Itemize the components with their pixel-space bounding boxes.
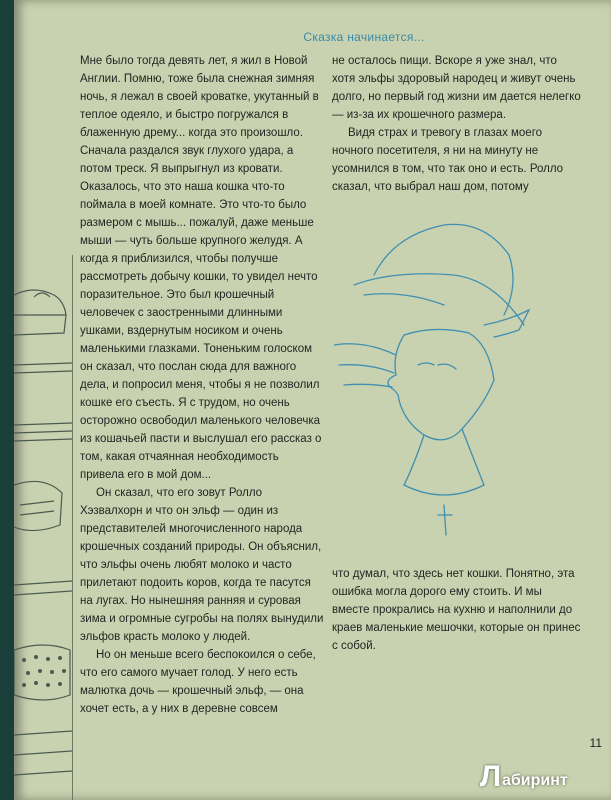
labirint-watermark [480,760,611,800]
kitchen-sketch-icon [14,255,72,800]
book-page [14,0,611,800]
elf-sketch-icon [334,215,564,545]
paragraph: не осталось пищи. Вскоре я уже знал, что хотя эльфы здоровый народец и живут очень долго, но первый год жизни им дается нелегко — из-за их крошечного размера. [332,55,581,121]
right-column-bottom [332,565,582,655]
elf-illustration [334,215,564,545]
paragraph: Он сказал, что его зовут Ролло Хэзвалхорн и что он эльф — один из представителей многочисленного народа крошечных созданий природы. Он объяснил, что эльфы очень любят молоко и часто прилетают подоить коров, когда те пасутся на лугах. Но нынешняя ранняя и суровая зима и огромные сугробы на полях вынудили эльфов красть молоко у людей. [80,487,324,643]
adjacent-page-sketch-strip [14,255,73,800]
right-column-top [332,52,582,196]
paragraph: Видя страх и тревогу в глазах моего ночного посетителя, я ни на минуту не усомнился в том, что так оно и есть. Ролло сказал, что выбрал наш дом, потому [332,127,564,193]
left-column [80,52,325,718]
paragraph: Но он меньше всего беспокоился о себе, что его самого мучает голод. У него есть малютка дочь — крошечный эльф, — она хочет есть, а у них в деревне совсем [80,649,316,715]
page-number: 11 [589,736,602,750]
running-header: Сказка начинается... [303,30,425,44]
paragraph: Мне было тогда девять лет, я жил в Новой Англии. Помню, тоже была снежная зимняя ночь, я лежал в своей кроватке, укутанный в теплое одеяло, и быстро погружался в блаженную дрему... когда это произошло. Сначала раздался звук глухого удара, а потом треск. Я выпрыгнул из кровати. Оказалось, что это наша кошка что-то поймала в моей комнате. Это что-то было размером с мышь... пожалуй, даже меньше мыши — чуть больше крупного желудя. А когда я приблизился, чтобы получше рассмотреть добычу кошки, то увидел нечто поразительное. Это был крошечный человечек с заостренными длинными ушками, вздернутым носиком и очень маленькими глазками. Тоненьким голоском он сказал, что послан сюда для важного дела, и попросил меня, чтобы я не позволил кошке его съесть. Я с трудом, но очень осторожно освободил маленького человечка из кошачьей пасти и выслушал его рассказ о том, какая отчаянная необходимость привела его в мой дом... [80,55,322,481]
watermark-text: абиринт [502,772,568,789]
paragraph: что думал, что здесь нет кошки. Понятно, эта ошибка могла дорого ему стоить. И мы вместе прокрались на кухню и наполнили до краев маленькие мешочки, которые он принес с собой. [332,568,581,652]
watermark-initial: Л [480,760,502,793]
